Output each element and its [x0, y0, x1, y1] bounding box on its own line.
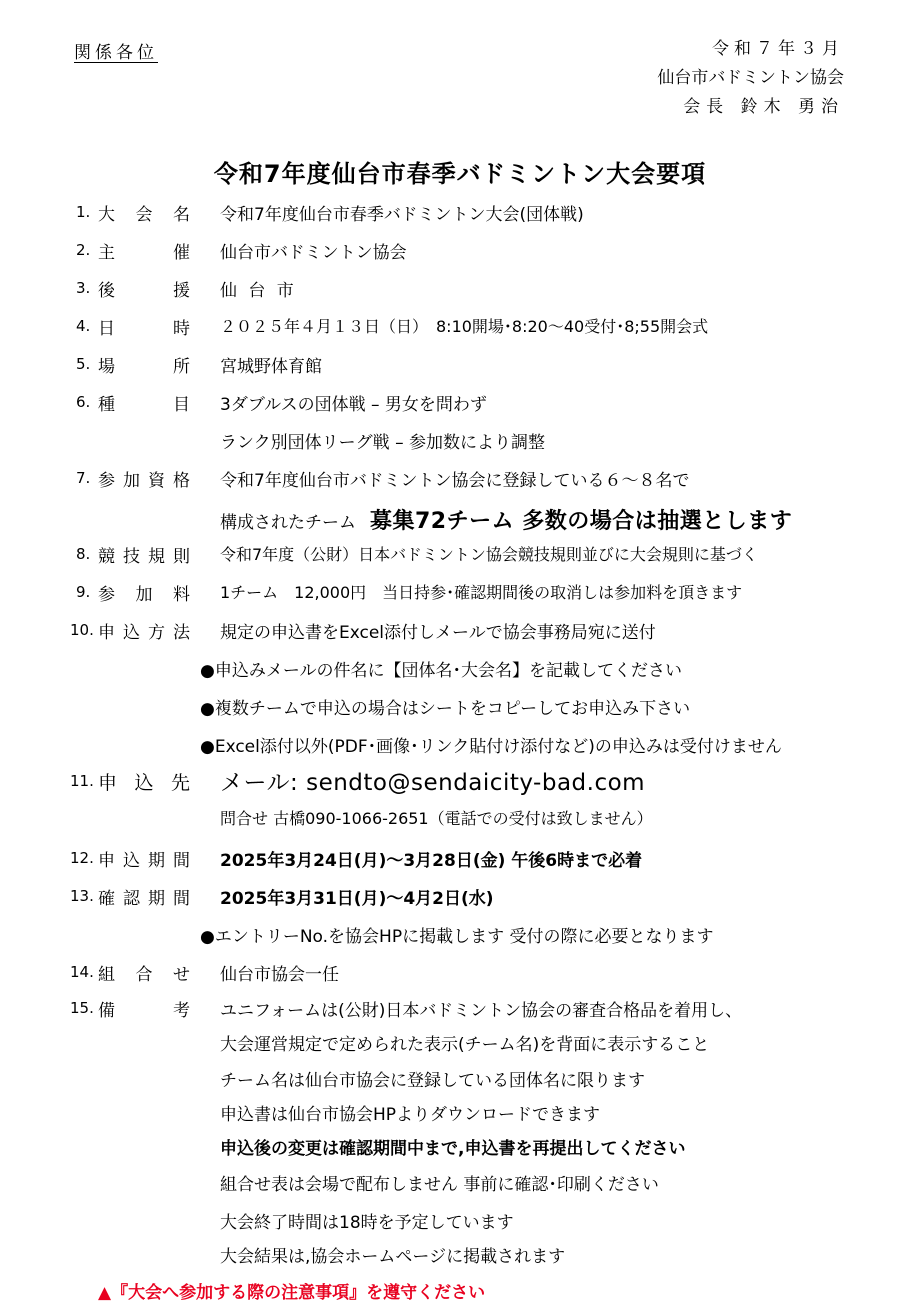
item-value-confirmation-period: 2025年3月31日(月)～4月2日(水) [220, 889, 494, 909]
item-number: 9. [76, 583, 91, 601]
item-number: 14. [70, 963, 94, 981]
item-value-category: 3ダブルスの団体戦 – 男女を問わず [220, 395, 487, 415]
item-number: 13. [70, 887, 94, 905]
item-value-datetime: ２０２５年４月１３日（日） 8:10開場･8:20～40受付･8;55開会式 [220, 317, 709, 336]
participation-notice[interactable]: ▲『大会へ参加する際の注意事項』を遵守ください [98, 1283, 486, 1303]
item-label-application-period: 申 込 期 間 [98, 851, 190, 871]
document-title: 令和7年度仙台市春季バドミントン大会要項 [213, 160, 707, 188]
item-value-organizer: 仙台市バドミントン協会 [220, 243, 407, 263]
remarks-line: 大会運営規定で定められた表示(チーム名)を背面に表示すること [220, 1035, 710, 1055]
item-value-fee: 1チーム 12,000円 当日持参･確認期間後の取消しは参加料を頂きます [220, 583, 743, 602]
item-number: 4. [76, 317, 91, 335]
item-value-draw: 仙台市協会一任 [220, 965, 339, 985]
item-value-method: 規定の申込書をExcel添付しメールで協会事務局宛に送付 [220, 623, 656, 643]
remarks-line: 大会結果は,協会ホームページに掲載されます [220, 1247, 566, 1267]
document-date: 令和７年３月 [712, 39, 844, 59]
item-label-organizer: 主 催 [98, 243, 190, 263]
item-label-remarks: 備 考 [98, 1001, 190, 1021]
remarks-line: 組合せ表は会場で配布しません 事前に確認･印刷ください [220, 1175, 659, 1195]
remarks-line: 大会終了時間は18時を予定しています [220, 1213, 514, 1233]
item-number: 5. [76, 355, 91, 373]
item-value-venue: 宮城野体育館 [220, 357, 322, 377]
item-value-eligibility-line2 [220, 504, 792, 535]
item-number: 1. [76, 203, 91, 221]
method-bullet: ●複数チームで申込の場合はシートをコピーしてお申込み下さい [200, 699, 691, 719]
remarks-line-emphasis: 申込後の変更は確認期間中まで,申込書を再提出してください [220, 1139, 686, 1159]
item-label-draw: 組 合 せ [98, 965, 190, 985]
recruitment-notice: 募集72チーム 多数の場合は抽選とします [370, 509, 793, 534]
item-label-venue: 場 所 [98, 357, 190, 377]
item-label-datetime: 日 時 [98, 319, 190, 339]
confirmation-bullet: ●エントリーNo.を協会HPに掲載します 受付の際に必要となります [200, 927, 714, 947]
item-number: 15. [70, 999, 94, 1017]
item-label-eligibility: 参 加 資 格 [98, 471, 190, 491]
method-bullet: ●申込みメールの件名に【団体名･大会名】を記載してください [200, 661, 682, 681]
item-value-event-name: 令和7年度仙台市春季バドミントン大会(団体戦) [220, 205, 584, 225]
issuing-organization: 仙台市バドミントン協会 [657, 68, 844, 88]
remarks-line: 申込書は仙台市協会HPよりダウンロードできます [220, 1105, 601, 1125]
item-label-fee: 参 加 料 [98, 585, 190, 605]
item-value-support: 仙 台 市 [220, 281, 297, 301]
item-number: 11. [70, 772, 94, 790]
item-value-rules: 令和7年度（公財）日本バドミントン協会競技規則並びに大会規則に基づく [220, 545, 758, 564]
item-label-rules: 競 技 規 則 [98, 547, 190, 567]
item-label-confirmation-period: 確 認 期 間 [98, 889, 190, 909]
addressee: 関係各位 [74, 43, 158, 63]
method-bullet: ●Excel添付以外(PDF･画像･リンク貼付け添付など)の申込みは受付けません [200, 737, 782, 757]
item-number: 6. [76, 393, 91, 411]
inquiry-contact: 問合せ 古橋090-1066-2651（電話での受付は致しません） [220, 809, 653, 828]
remarks-line: ユニフォームは(公財)日本バドミントン協会の審査合格品を着用し、 [220, 1001, 743, 1021]
remarks-line: チーム名は仙台市協会に登録している団体名に限ります [220, 1071, 645, 1091]
item-number: 10. [70, 621, 94, 639]
item-label-method: 申 込 方 法 [98, 623, 190, 643]
item-number: 8. [76, 545, 91, 563]
item-value-eligibility: 令和7年度仙台市バドミントン協会に登録している６～８名で [220, 471, 690, 491]
item-number: 12. [70, 849, 94, 867]
email-address[interactable]: メール: sendto@sendaicity-bad.com [220, 770, 646, 796]
item-number: 2. [76, 241, 91, 259]
item-number: 7. [76, 469, 91, 487]
team-text: 構成されたチーム [220, 513, 356, 533]
signer: 会長 鈴木 勇治 [683, 97, 844, 117]
item-value-category-league: ランク別団体リーグ戦 – 参加数により調整 [220, 433, 545, 453]
item-label-support: 後 援 [98, 281, 190, 301]
item-label-event-name: 大 会 名 [98, 205, 190, 225]
item-label-destination: 申 込 先 [98, 772, 190, 794]
item-number: 3. [76, 279, 91, 297]
item-value-application-period: 2025年3月24日(月)～3月28日(金) 午後6時まで必着 [220, 851, 643, 871]
item-label-category: 種 目 [98, 395, 190, 415]
